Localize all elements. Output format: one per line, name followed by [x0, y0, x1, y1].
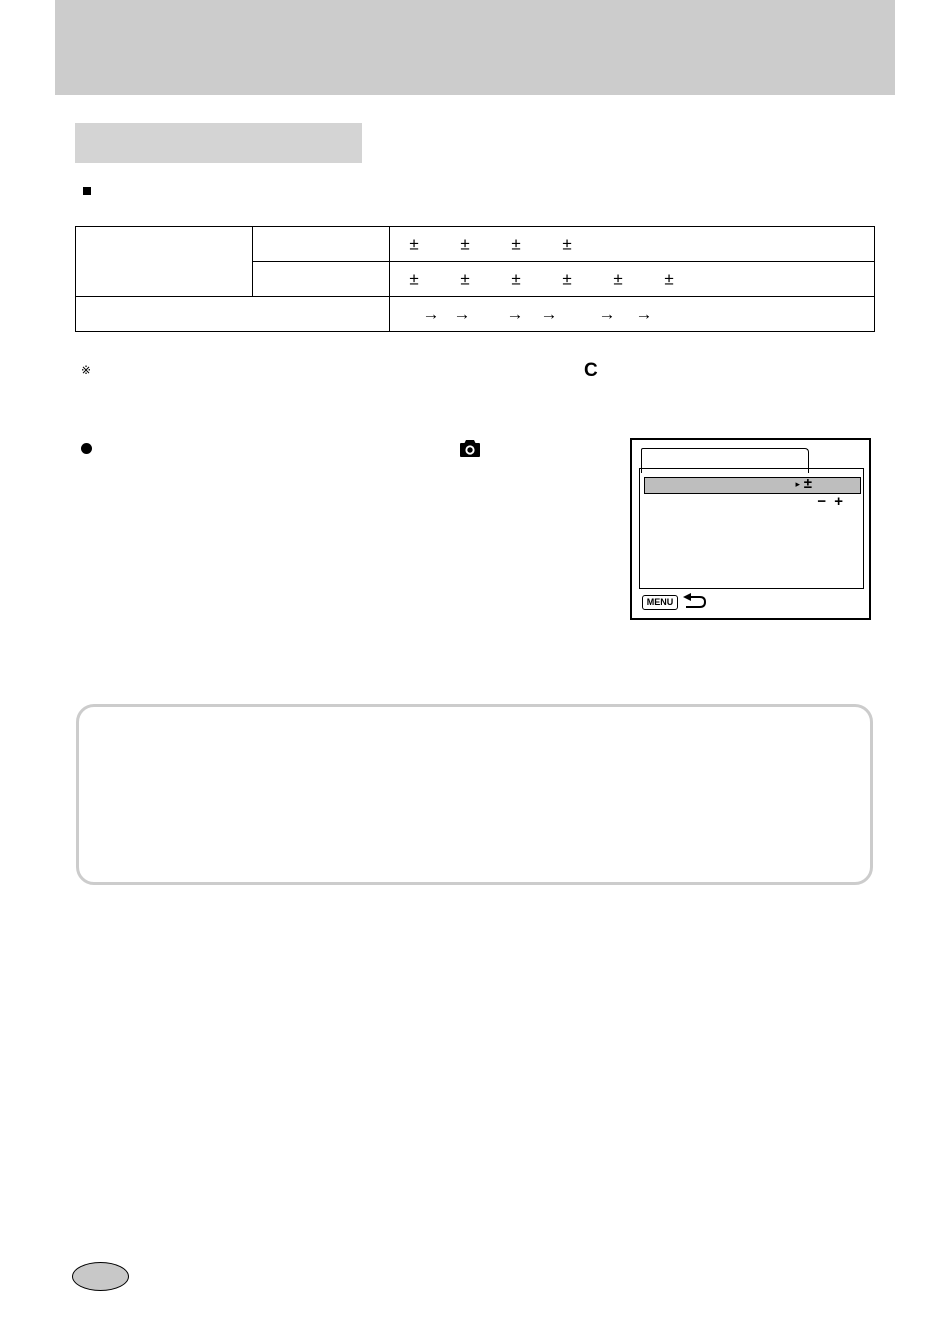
lcd-menu-panel [639, 468, 864, 589]
menu-button[interactable]: MENU [642, 595, 678, 610]
lcd-menu-screen [630, 438, 871, 620]
arrow-right-icon: → [506, 304, 524, 324]
page-number-badge [72, 1262, 129, 1291]
page-header-band [55, 0, 895, 95]
table-cell-values [390, 297, 875, 332]
arrow-right-icon: → [635, 304, 653, 324]
camera-icon [460, 440, 480, 457]
plus-minus-symbol: ± [511, 269, 521, 289]
plus-minus-symbol: ± [409, 269, 419, 289]
square-bullet-icon [83, 187, 91, 195]
arrow-right-icon: → [598, 304, 616, 324]
plus-minus-symbol: ± [562, 234, 572, 254]
arrow-right-icon: → [540, 304, 558, 324]
table-cell-label [253, 227, 390, 262]
plus-minus-symbol: ± [562, 269, 572, 289]
plus-minus-symbol: ± [511, 234, 521, 254]
spec-table [75, 226, 875, 332]
lcd-selected-value: ± [803, 475, 812, 492]
table-cell-values [390, 262, 875, 297]
table-cell-label [253, 262, 390, 297]
arrow-right-icon: → [453, 304, 471, 324]
return-icon[interactable] [682, 593, 708, 611]
mode-c-label: C [584, 360, 598, 381]
plus-minus-symbol: ± [460, 269, 470, 289]
note-box [76, 704, 873, 885]
plus-minus-symbol: ± [409, 234, 419, 254]
plus-minus-symbol: ± [460, 234, 470, 254]
arrow-right-icon: → [422, 304, 440, 324]
reference-mark: ※ [81, 363, 92, 377]
round-bullet-icon [81, 443, 92, 454]
lcd-selected-row[interactable] [644, 477, 861, 494]
triangle-right-icon: ▸ [795, 479, 800, 489]
table-cell-values [390, 227, 875, 262]
lcd-adjust-scale: − + [817, 493, 845, 510]
table-cell-label [76, 297, 390, 332]
section-title-tab [75, 123, 362, 163]
plus-minus-symbol: ± [613, 269, 623, 289]
table-cell-category [76, 227, 253, 297]
plus-minus-symbol: ± [664, 269, 674, 289]
